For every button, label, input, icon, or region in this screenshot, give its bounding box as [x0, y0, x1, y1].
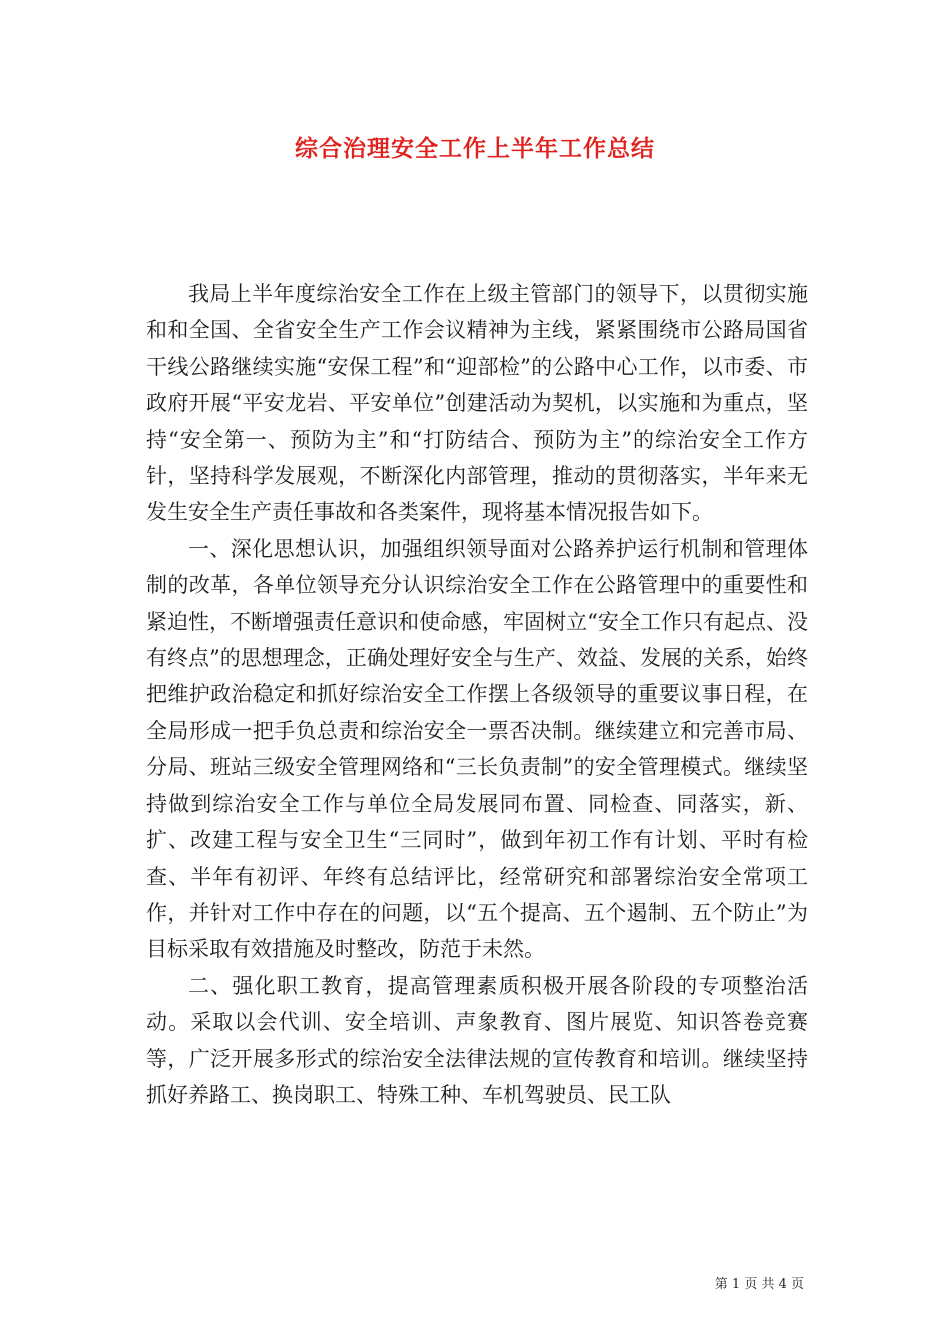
- paragraph-section-1: 一、深化思想认识，加强组织领导面对公路养护运行机制和管理体制的改革，各单位领导充分认识综治安全工作在公路管理中的重要性和紧迫性，不断增强责任意识和使命感，牢固树立“安全工作只有起点、没有终点”的思想理念，正确处理好安全与生产、效益、发展的关系，始终把维护政治稳定和抓好综治安全工作摆上各级领导的重要议事日程，在全局形成一把手负总责和综治安全一票否决制。继续建立和完善市局、分局、班站三级安全管理网络和“三长负责制”的安全管理模式。继续坚持做到综治安全工作与单位全局发展同布置、同检查、同落实，新、扩、改建工程与安全卫生“三同时”，做到年初工作有计划、平时有检查、半年有初评、年终有总结评比，经常研究和部署综治安全常项工作，并针对工作中存在的问题，以“五个提高、五个遏制、五个防止”为目标采取有效措施及时整改，防范于未然。: [146, 536, 808, 962]
- page-number-footer: [715, 1276, 804, 1294]
- document-title: 综合治理安全工作上半年工作总结: [295, 136, 655, 162]
- paragraph-section-2: 二、强化职工教育，提高管理素质积极开展各阶段的专项整治活动。采取以会代训、安全培训、声象教育、图片展览、知识答卷竞赛等，广泛开展多形式的综治安全法律法规的宣传教育和培训。继续坚持抓好养路工、换岗职工、特殊工种、车机驾驶员、民工队: [146, 973, 808, 1107]
- paragraph-intro: 我局上半年度综治安全工作在上级主管部门的领导下，以贯彻实施和和全国、全省安全生产工作会议精神为主线，紧紧围绕市公路局国省干线公路继续实施“安保工程”和“迎部检”的公路中心工作，以市委、市政府开展“平安龙岩、平安单位”创建活动为契机，以实施和为重点，坚持“安全第一、预防为主”和“打防结合、预防为主”的综治安全工作方针，坚持科学发展观，不断深化内部管理，推动的贯彻落实，半年来无发生安全生产责任事故和各类案件，现将基本情况报告如下。: [146, 282, 808, 525]
- page-number-label: 第 1 页 共 4 页: [714, 1277, 804, 1292]
- document-body: [146, 276, 808, 1113]
